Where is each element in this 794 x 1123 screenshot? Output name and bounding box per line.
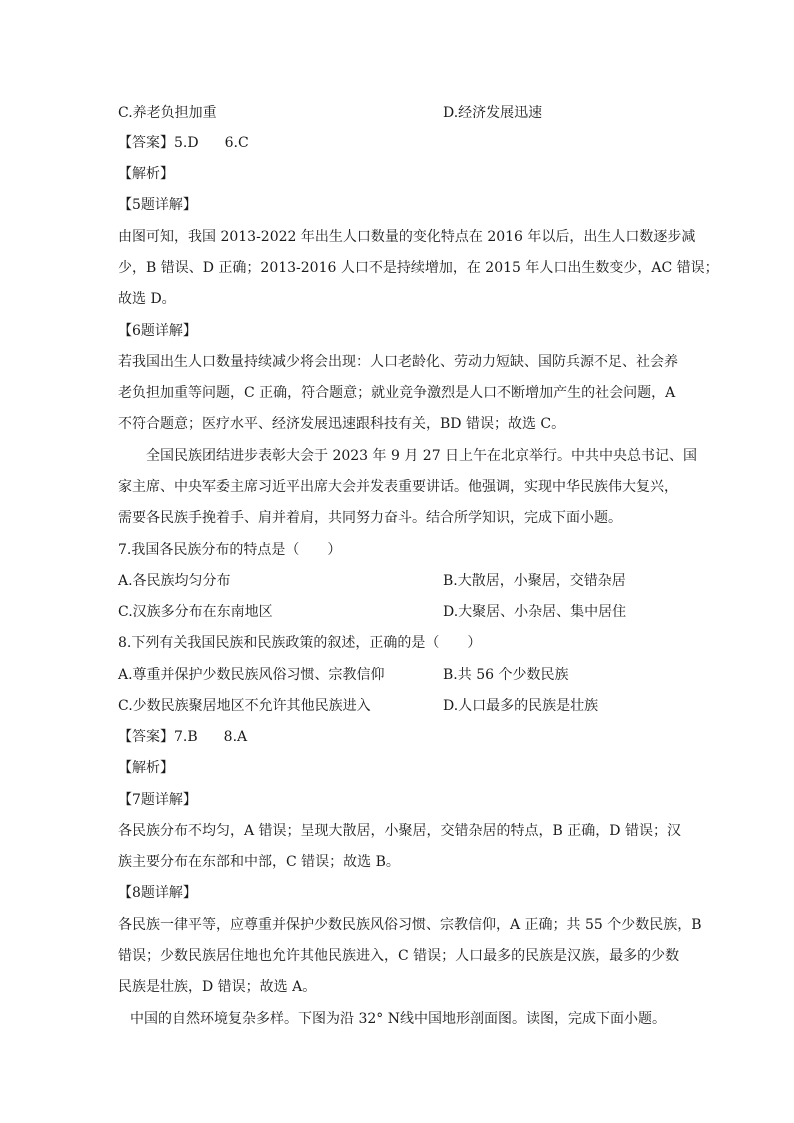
q7-option-a: A.各民族均匀分布 <box>118 573 231 589</box>
q7-stem: 7.我国各民族分布的特点是（ ） <box>118 542 342 558</box>
option-d: D.经济发展迅速 <box>443 105 543 121</box>
passage-line: 家主席、中央军委主席习近平出席大会并发表重要讲话。他强调，实现中华民族伟大复兴， <box>118 479 678 495</box>
q7-option-d: D.大聚居、小杂居、集中居住 <box>443 604 627 620</box>
q8-option-a: A.尊重并保护少数民族风俗习惯、宗教信仰 <box>118 667 385 683</box>
q7-option-b: B.大散居，小聚居，交错杂居 <box>443 573 626 589</box>
q7-body-line: 各民族分布不均匀，A 错误；呈现大散居，小聚居，交错杂居的特点，B 正确，D 错误；汉 <box>118 823 681 839</box>
answer-value: 6.C <box>224 135 249 151</box>
q6-body-line: 不符合题意；医疗水平、经济发展迅速跟科技有关，BD 错误；故选 C。 <box>118 416 566 432</box>
answer-label: 【答案】7.B <box>118 729 198 745</box>
q7-heading: 【7题详解】 <box>118 792 197 808</box>
q8-body-line: 民族是壮族，D 错误；故选 A。 <box>118 979 317 995</box>
answer-row <box>118 133 249 153</box>
q8-body-line: 各民族一律平等，应尊重并保护少数民族风俗习惯、宗教信仰，A 正确；共 55 个少数民族，B <box>118 917 702 933</box>
analysis-label: 【解析】 <box>118 760 174 776</box>
q6-body-line: 若我国出生人口数量持续减少将会出现：人口老龄化、劳动力短缺、国防兵源不足、社会养 <box>118 354 678 370</box>
answer-row <box>118 727 247 747</box>
passage-line: 中国的自然环境复杂多样。下图为沿 32° N线中国地形剖面图。读图，完成下面小题。 <box>130 1011 666 1027</box>
q6-heading: 【6题详解】 <box>118 323 197 339</box>
q6-body-line: 老负担加重等问题，C 正确，符合题意；就业竞争激烈是人口不断增加产生的社会问题，A <box>118 385 676 401</box>
q5-body-line: 由图可知，我国 2013-2022 年出生人口数量的变化特点在 2016 年以后，出生人口数逐步减 <box>118 229 696 245</box>
q8-option-d: D.人口最多的民族是壮族 <box>443 698 599 714</box>
q8-stem: 8.下列有关我国民族和民族政策的叙述，正确的是（ ） <box>118 635 482 651</box>
q5-heading: 【5题详解】 <box>118 197 197 213</box>
answer-label: 【答案】5.D <box>118 135 199 151</box>
answer-value: 8.A <box>223 729 248 745</box>
analysis-label: 【解析】 <box>118 166 174 182</box>
passage-line: 需要各民族手挽着手、肩并着肩，共同努力奋斗。结合所学知识，完成下面小题。 <box>118 510 622 526</box>
q5-body-line: 少，B 错误、D 正确；2013-2016 人口不是持续增加，在 2015 年人口出生数变少，AC 错误； <box>118 260 719 276</box>
passage-line: 全国民族团结进步表彰大会于 2023 年 9 月 27 日上午在北京举行。中共中央总书记、国 <box>146 448 698 464</box>
q5-body-line: 故选 D。 <box>118 291 176 307</box>
q7-body-line: 族主要分布在东部和中部，C 错误；故选 B。 <box>118 854 400 870</box>
q8-heading: 【8题详解】 <box>118 885 197 901</box>
q7-option-c: C.汉族多分布在东南地区 <box>118 604 273 620</box>
q8-body-line: 错误；少数民族居住地也允许其他民族进入，C 错误；人口最多的民族是汉族，最多的少数 <box>118 948 680 964</box>
option-c: C.养老负担加重 <box>118 105 217 121</box>
q8-option-b: B.共 56 个少数民族 <box>443 667 569 683</box>
q8-option-c: C.少数民族聚居地区不允许其他民族进入 <box>118 698 371 714</box>
